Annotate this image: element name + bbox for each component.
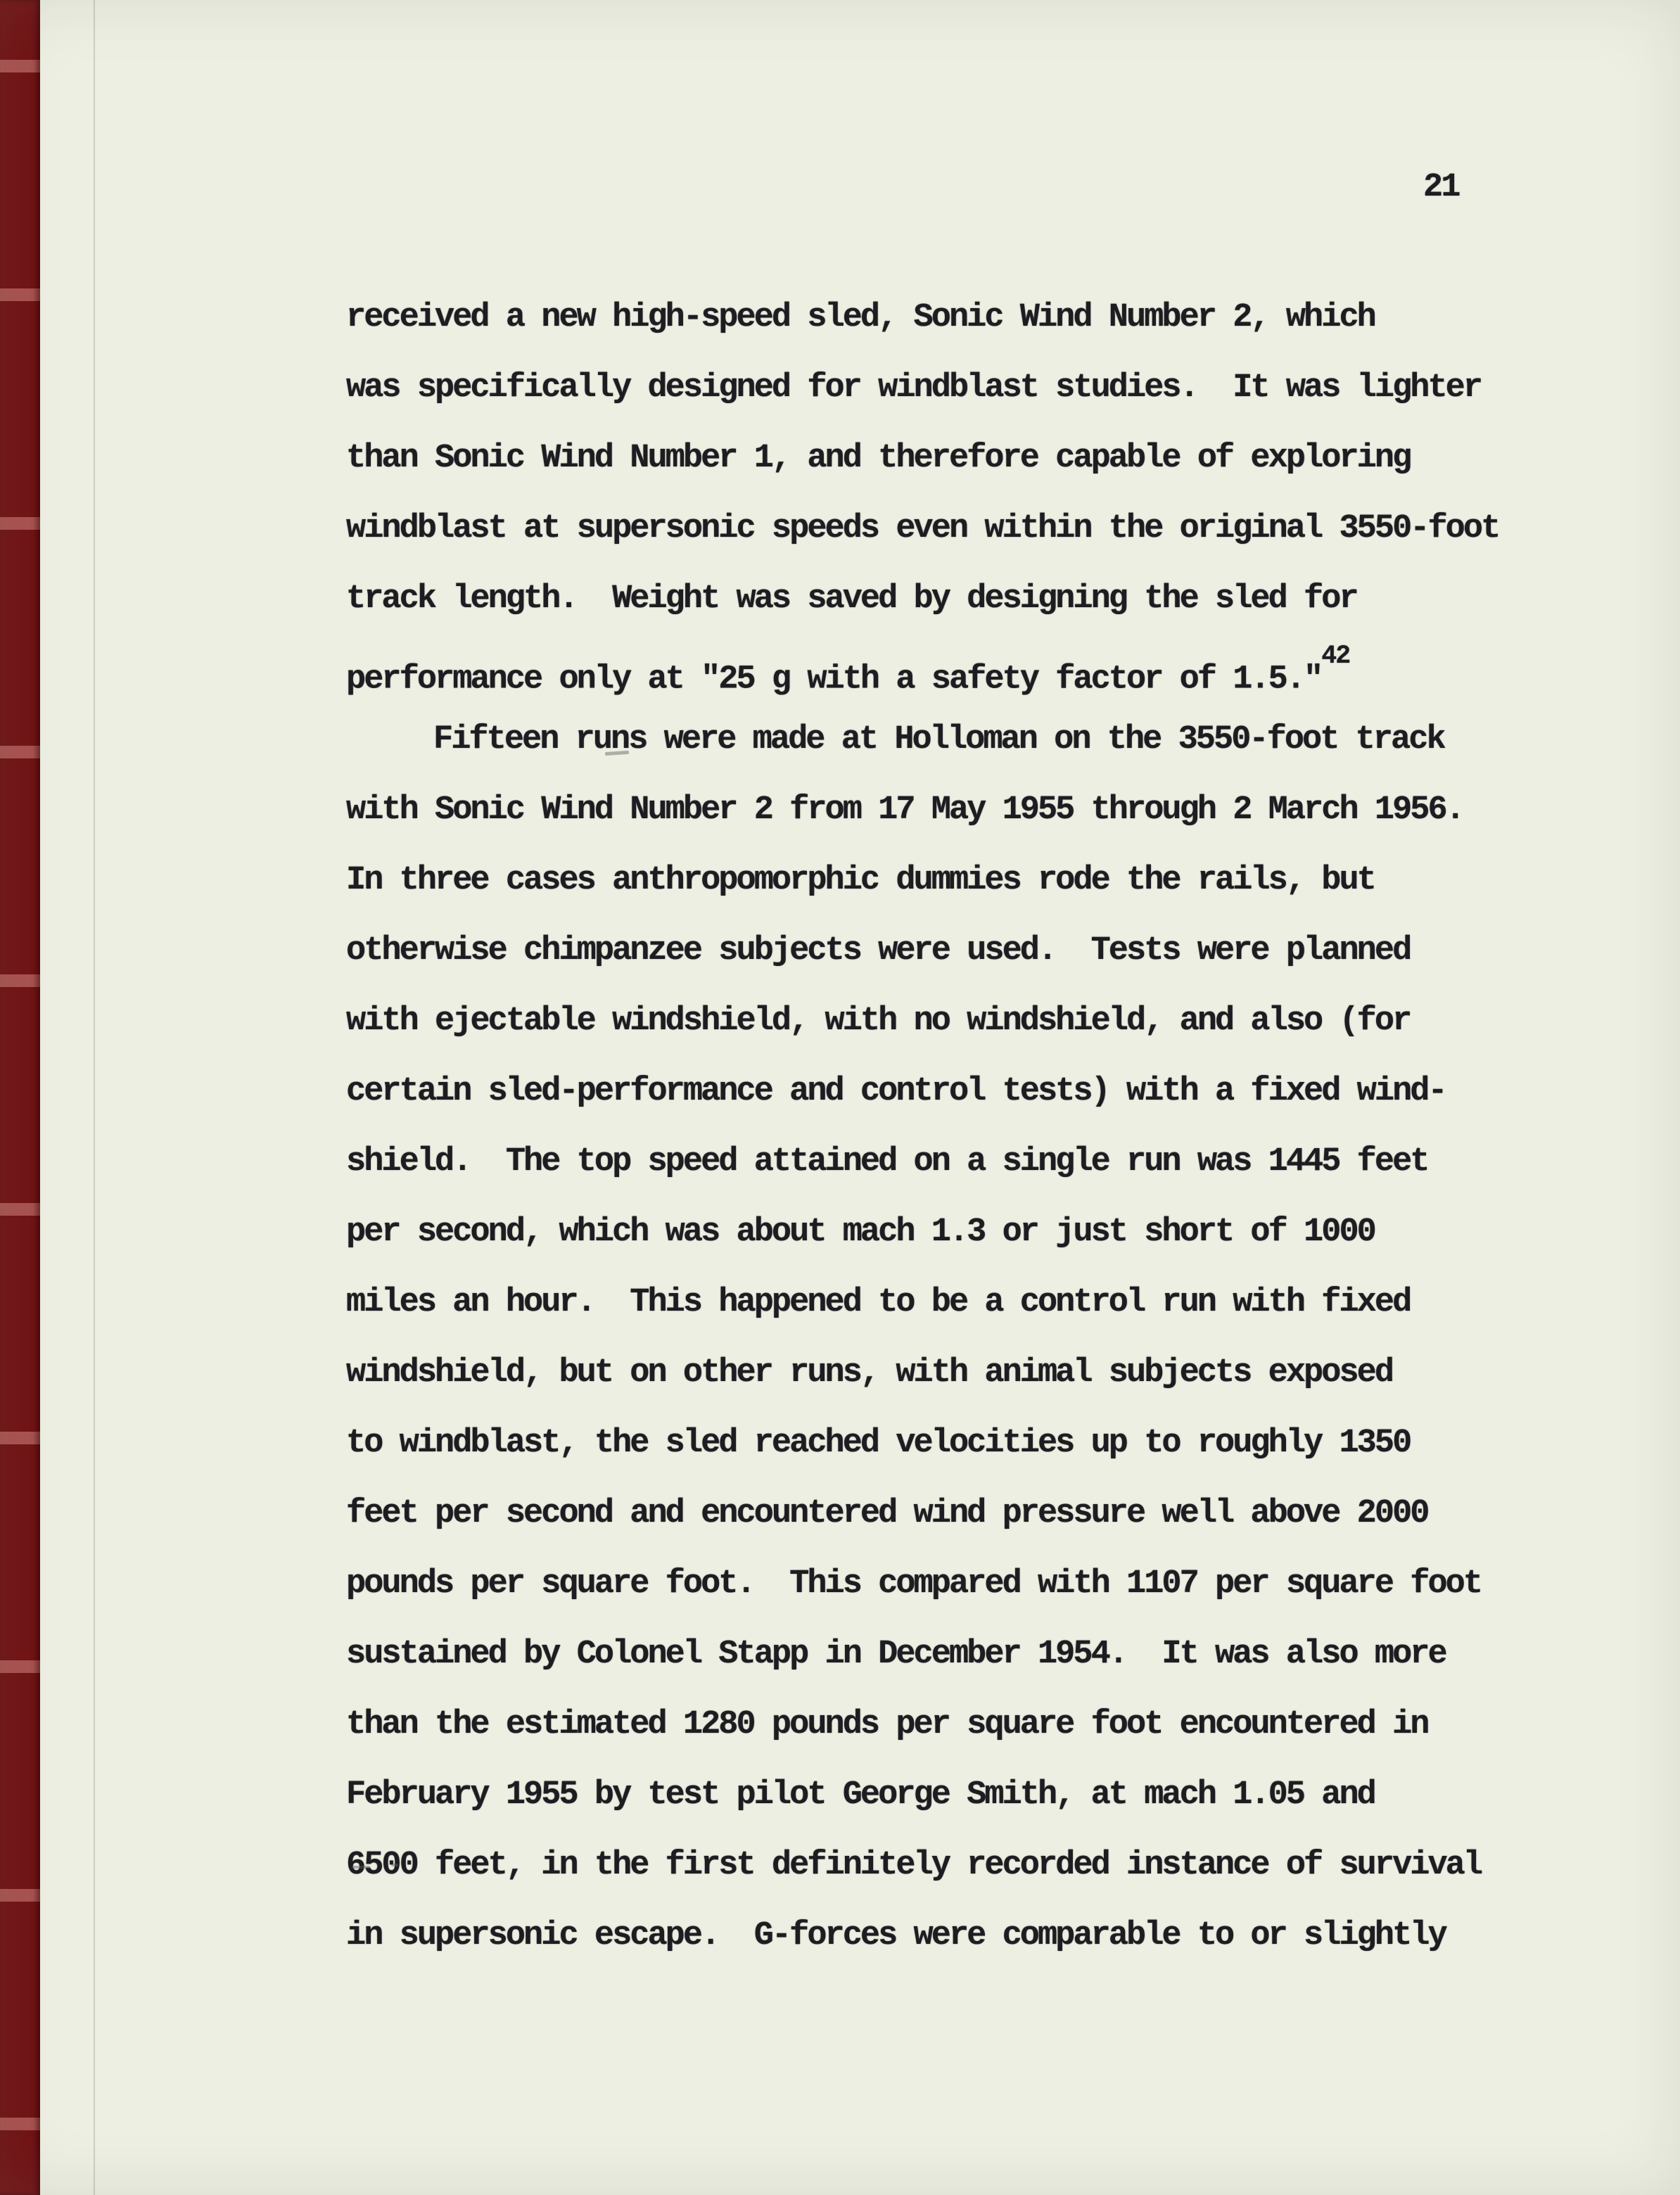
text-line-content: otherwise chimpanzee subjects were used. Tests were planned [346, 932, 1411, 969]
text-line [346, 1620, 1584, 1690]
text-line-content: was specifically designed for windblast studies. It was lighter [346, 369, 1482, 407]
scan-speck [352, 1866, 370, 1869]
text-line-content: February 1955 by test pilot George Smith, at mach 1.05 and [346, 1776, 1375, 1814]
text-line-content: received a new high-speed sled, Sonic Wind Number 2, which [346, 299, 1375, 336]
text-line [346, 353, 1584, 424]
text-line [346, 494, 1584, 564]
text-line-content: sustained by Colonel Stapp in December 1954. It was also more [346, 1636, 1446, 1673]
text-line-content: In three cases anthropomorphic dummies rode the rails, but [346, 862, 1375, 899]
text-line [346, 635, 1584, 705]
text-line [346, 705, 1584, 775]
text-line-content: miles an hour. This happened to be a control run with fixed [346, 1284, 1411, 1321]
text-line [346, 1831, 1584, 1901]
text-line-content: with ejectable windshield, with no windshield, and also (for [346, 1003, 1411, 1040]
text-line-content: pounds per square foot. This compared with 1107 per square foot [346, 1565, 1482, 1603]
text-line [346, 1127, 1584, 1197]
text-line [346, 1690, 1584, 1760]
text-line [346, 564, 1584, 635]
text-line-content: shield. The top speed attained on a single run was 1445 feet [346, 1143, 1428, 1181]
text-line [346, 1268, 1584, 1338]
text-line [346, 1479, 1584, 1549]
text-line-content: track length. Weight was saved by designing the sled for [346, 580, 1357, 618]
footnote-reference: 42 [1321, 641, 1350, 671]
text-line [346, 1549, 1584, 1620]
scan-speck [391, 1864, 398, 1866]
text-line-content: Fifteen runs were made at Holloman on the 3550-foot track [433, 721, 1444, 758]
text-line [346, 1057, 1584, 1127]
text-line-content: performance only at "25 g with a safety factor of 1.5." [346, 661, 1322, 699]
text-line [346, 1760, 1584, 1831]
binding-strip [0, 0, 40, 2195]
text-line-content: to windblast, the sled reached velocities up to roughly 1350 [346, 1425, 1411, 1462]
text-line [346, 1197, 1584, 1268]
text-line-content: 6500 feet, in the first definitely recorded instance of survival [346, 1847, 1482, 1884]
text-line-content: feet per second and encountered wind pressure well above 2000 [346, 1495, 1428, 1532]
text-line [346, 775, 1584, 846]
text-line-content: in supersonic escape. G-forces were comparable to or slightly [346, 1917, 1446, 1954]
typewritten-text-block [346, 283, 1584, 1971]
text-line [346, 1901, 1584, 1971]
text-line [346, 1408, 1584, 1479]
text-line-content: with Sonic Wind Number 2 from 17 May 1955 through 2 March 1956. [346, 791, 1463, 829]
text-line [346, 283, 1584, 353]
text-line [346, 986, 1584, 1057]
text-line [346, 916, 1584, 986]
text-line-content: than the estimated 1280 pounds per square foot encountered in [346, 1706, 1428, 1743]
text-line [346, 846, 1584, 916]
paper-crease-line [94, 0, 95, 2195]
text-line-content: certain sled-performance and control tests) with a fixed wind- [346, 1073, 1446, 1110]
text-line-content: windblast at supersonic speeds even within the original 3550-foot [346, 510, 1499, 547]
text-line-content: than Sonic Wind Number 1, and therefore capable of exploring [346, 440, 1411, 477]
text-line [346, 424, 1584, 494]
page-number: 21 [1423, 169, 1459, 206]
text-line-content: windshield, but on other runs, with animal subjects exposed [346, 1354, 1393, 1392]
text-line [346, 1338, 1584, 1408]
text-line-content: per second, which was about mach 1.3 or just short of 1000 [346, 1214, 1375, 1251]
